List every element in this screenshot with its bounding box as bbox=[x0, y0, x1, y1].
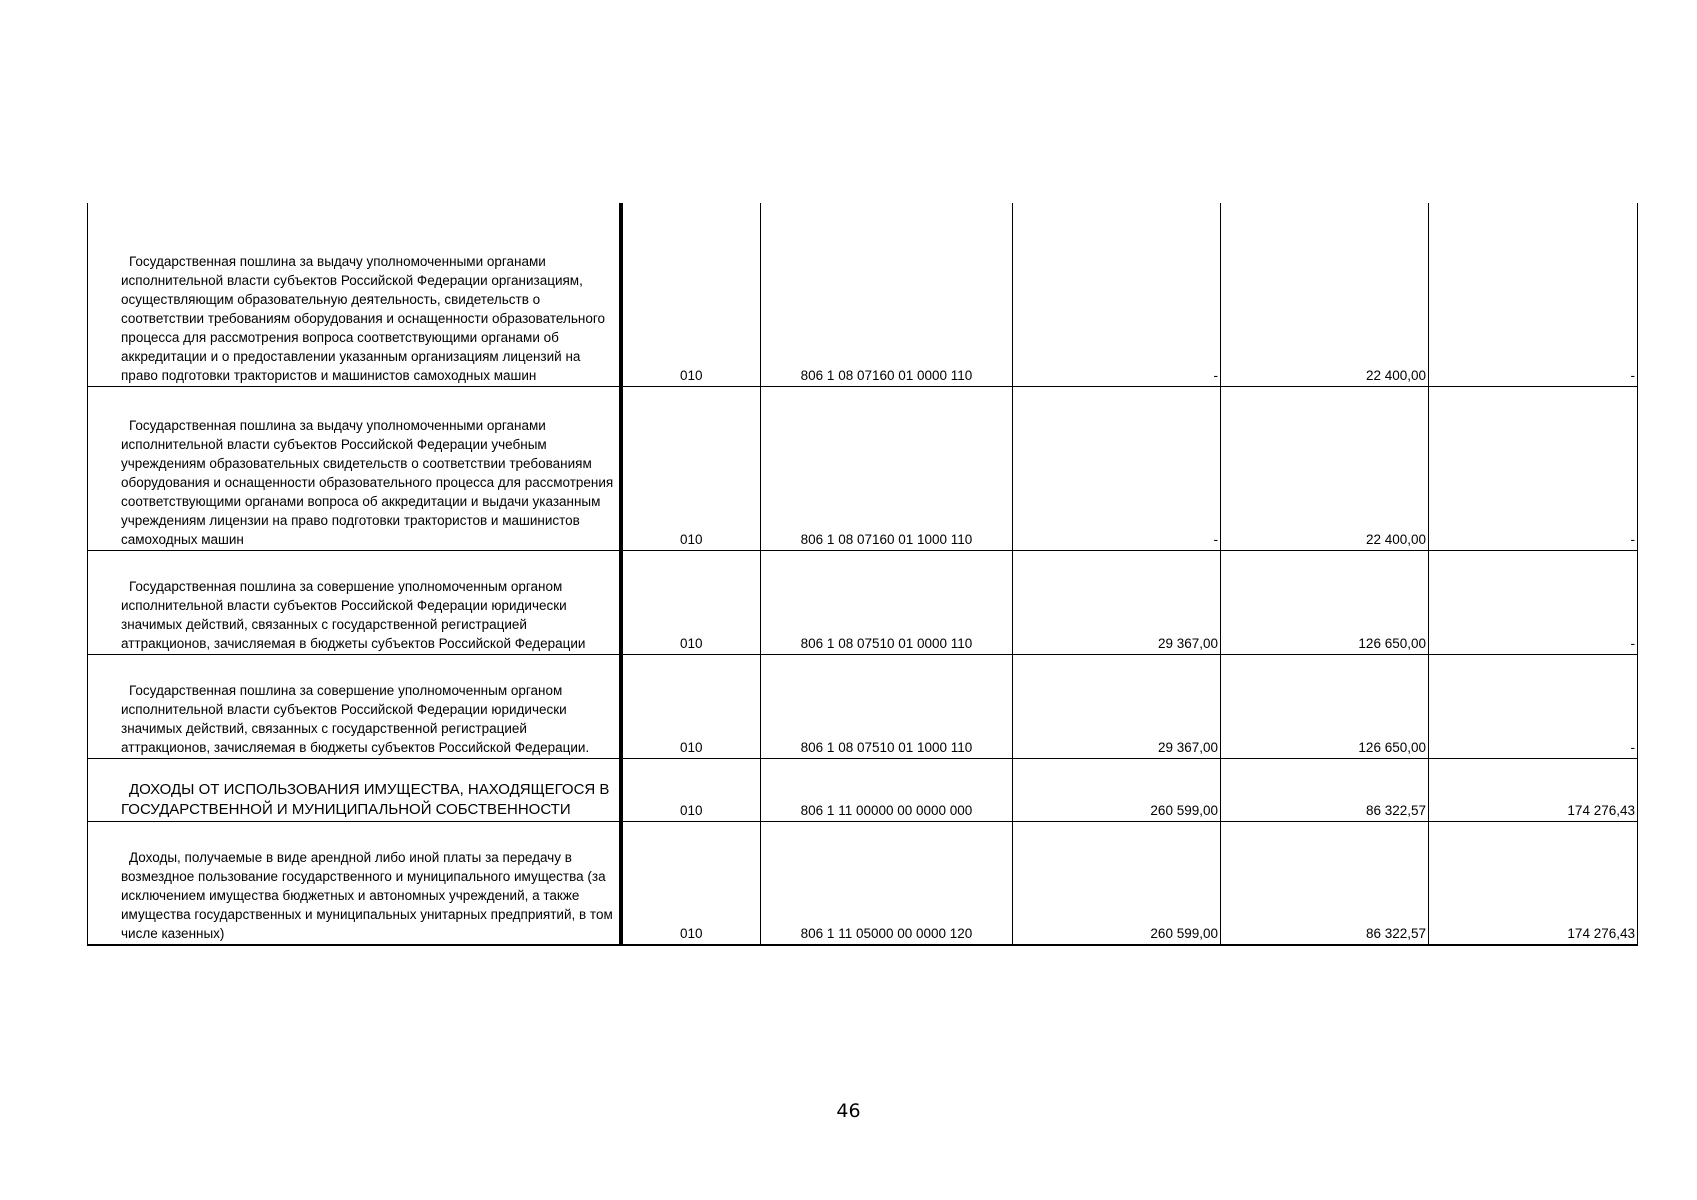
row-budget-classification-code: 806 1 08 07160 01 1000 110 bbox=[761, 387, 1013, 551]
row-unexecuted-amount: - bbox=[1429, 551, 1638, 655]
row-budget-classification-code: 806 1 08 07510 01 0000 110 bbox=[761, 551, 1013, 655]
row-approved-amount: - bbox=[1013, 387, 1221, 551]
row-description: Доходы, получаемые в виде арендной либо иной платы за передачу в возмездное пользование государственного и муниципального имущества (за исключением имущества бюджетных и автономных учреждений, а также имущества государственных и муниципальных унитарных предприятий, в том числе казенных) bbox=[88, 822, 621, 946]
row-approved-amount: 29 367,00 bbox=[1013, 551, 1221, 655]
row-unexecuted-amount: - bbox=[1429, 203, 1638, 387]
budget-report-table bbox=[87, 203, 1638, 946]
table-row bbox=[88, 203, 1638, 387]
table-row bbox=[88, 551, 1638, 655]
row-executed-amount: 126 650,00 bbox=[1221, 551, 1429, 655]
row-approved-amount: - bbox=[1013, 203, 1221, 387]
row-description: ДОХОДЫ ОТ ИСПОЛЬЗОВАНИЯ ИМУЩЕСТВА, НАХОДЯЩЕГОСЯ В ГОСУДАРСТВЕННОЙ И МУНИЦИПАЛЬНОЙ СОБСТВЕННОСТИ bbox=[88, 759, 621, 822]
page-number: 46 bbox=[836, 1100, 861, 1122]
row-approved-amount: 29 367,00 bbox=[1013, 655, 1221, 759]
row-budget-classification-code: 806 1 11 05000 00 0000 120 bbox=[761, 822, 1013, 946]
row-line-code: 010 bbox=[621, 387, 761, 551]
row-line-code: 010 bbox=[621, 655, 761, 759]
row-unexecuted-amount: - bbox=[1429, 387, 1638, 551]
row-approved-amount: 260 599,00 bbox=[1013, 759, 1221, 822]
row-executed-amount: 22 400,00 bbox=[1221, 387, 1429, 551]
row-approved-amount: 260 599,00 bbox=[1013, 822, 1221, 946]
row-unexecuted-amount: 174 276,43 bbox=[1429, 759, 1638, 822]
row-line-code: 010 bbox=[621, 551, 761, 655]
row-line-code: 010 bbox=[621, 822, 761, 946]
row-executed-amount: 86 322,57 bbox=[1221, 822, 1429, 946]
table-row-section-heading bbox=[88, 759, 1638, 822]
row-description: Государственная пошлина за совершение уполномоченным органом исполнительной власти субъектов Российской Федерации юридически значимых действий, связанных с государственной регистрацией аттракционов, зачисляемая в бюджеты субъектов Российской Федерации bbox=[88, 551, 621, 655]
row-line-code: 010 bbox=[621, 759, 761, 822]
row-line-code: 010 bbox=[621, 203, 761, 387]
budget-report-table-wrapper bbox=[87, 203, 1637, 946]
row-description: Государственная пошлина за выдачу уполномоченными органами исполнительной власти субъектов Российской Федерации учебным учреждениям образовательных свидетельств о соответствии требованиям оборудования и оснащенности образовательного процесса для рассмотрения соответствующими органами вопроса об аккредитации и выдачи указанным учреждениям лицензии на право подготовки трактористов и машинистов самоходных машин bbox=[88, 387, 621, 551]
table-row bbox=[88, 655, 1638, 759]
row-budget-classification-code: 806 1 08 07510 01 1000 110 bbox=[761, 655, 1013, 759]
table-row bbox=[88, 387, 1638, 551]
table-row bbox=[88, 822, 1638, 946]
row-description: Государственная пошлина за совершение уполномоченным органом исполнительной власти субъектов Российской Федерации юридически значимых действий, связанных с государственной регистрацией аттракционов, зачисляемая в бюджеты субъектов Российской Федерации. bbox=[88, 655, 621, 759]
row-unexecuted-amount: - bbox=[1429, 655, 1638, 759]
row-description: Государственная пошлина за выдачу уполномоченными органами исполнительной власти субъектов Российской Федерации организациям, осуществляющим образовательную деятельность, свидетельств о соответствии требованиям оборудования и оснащенности образовательного процесса для рассмотрения вопроса соответствующими органами об аккредитации и о предоставлении указанным организациям лицензий на право подготовки трактористов и машинистов самоходных машин bbox=[88, 203, 621, 387]
row-executed-amount: 126 650,00 bbox=[1221, 655, 1429, 759]
row-executed-amount: 86 322,57 bbox=[1221, 759, 1429, 822]
row-executed-amount: 22 400,00 bbox=[1221, 203, 1429, 387]
row-unexecuted-amount: 174 276,43 bbox=[1429, 822, 1638, 946]
row-budget-classification-code: 806 1 11 00000 00 0000 000 bbox=[761, 759, 1013, 822]
row-budget-classification-code: 806 1 08 07160 01 0000 110 bbox=[761, 203, 1013, 387]
